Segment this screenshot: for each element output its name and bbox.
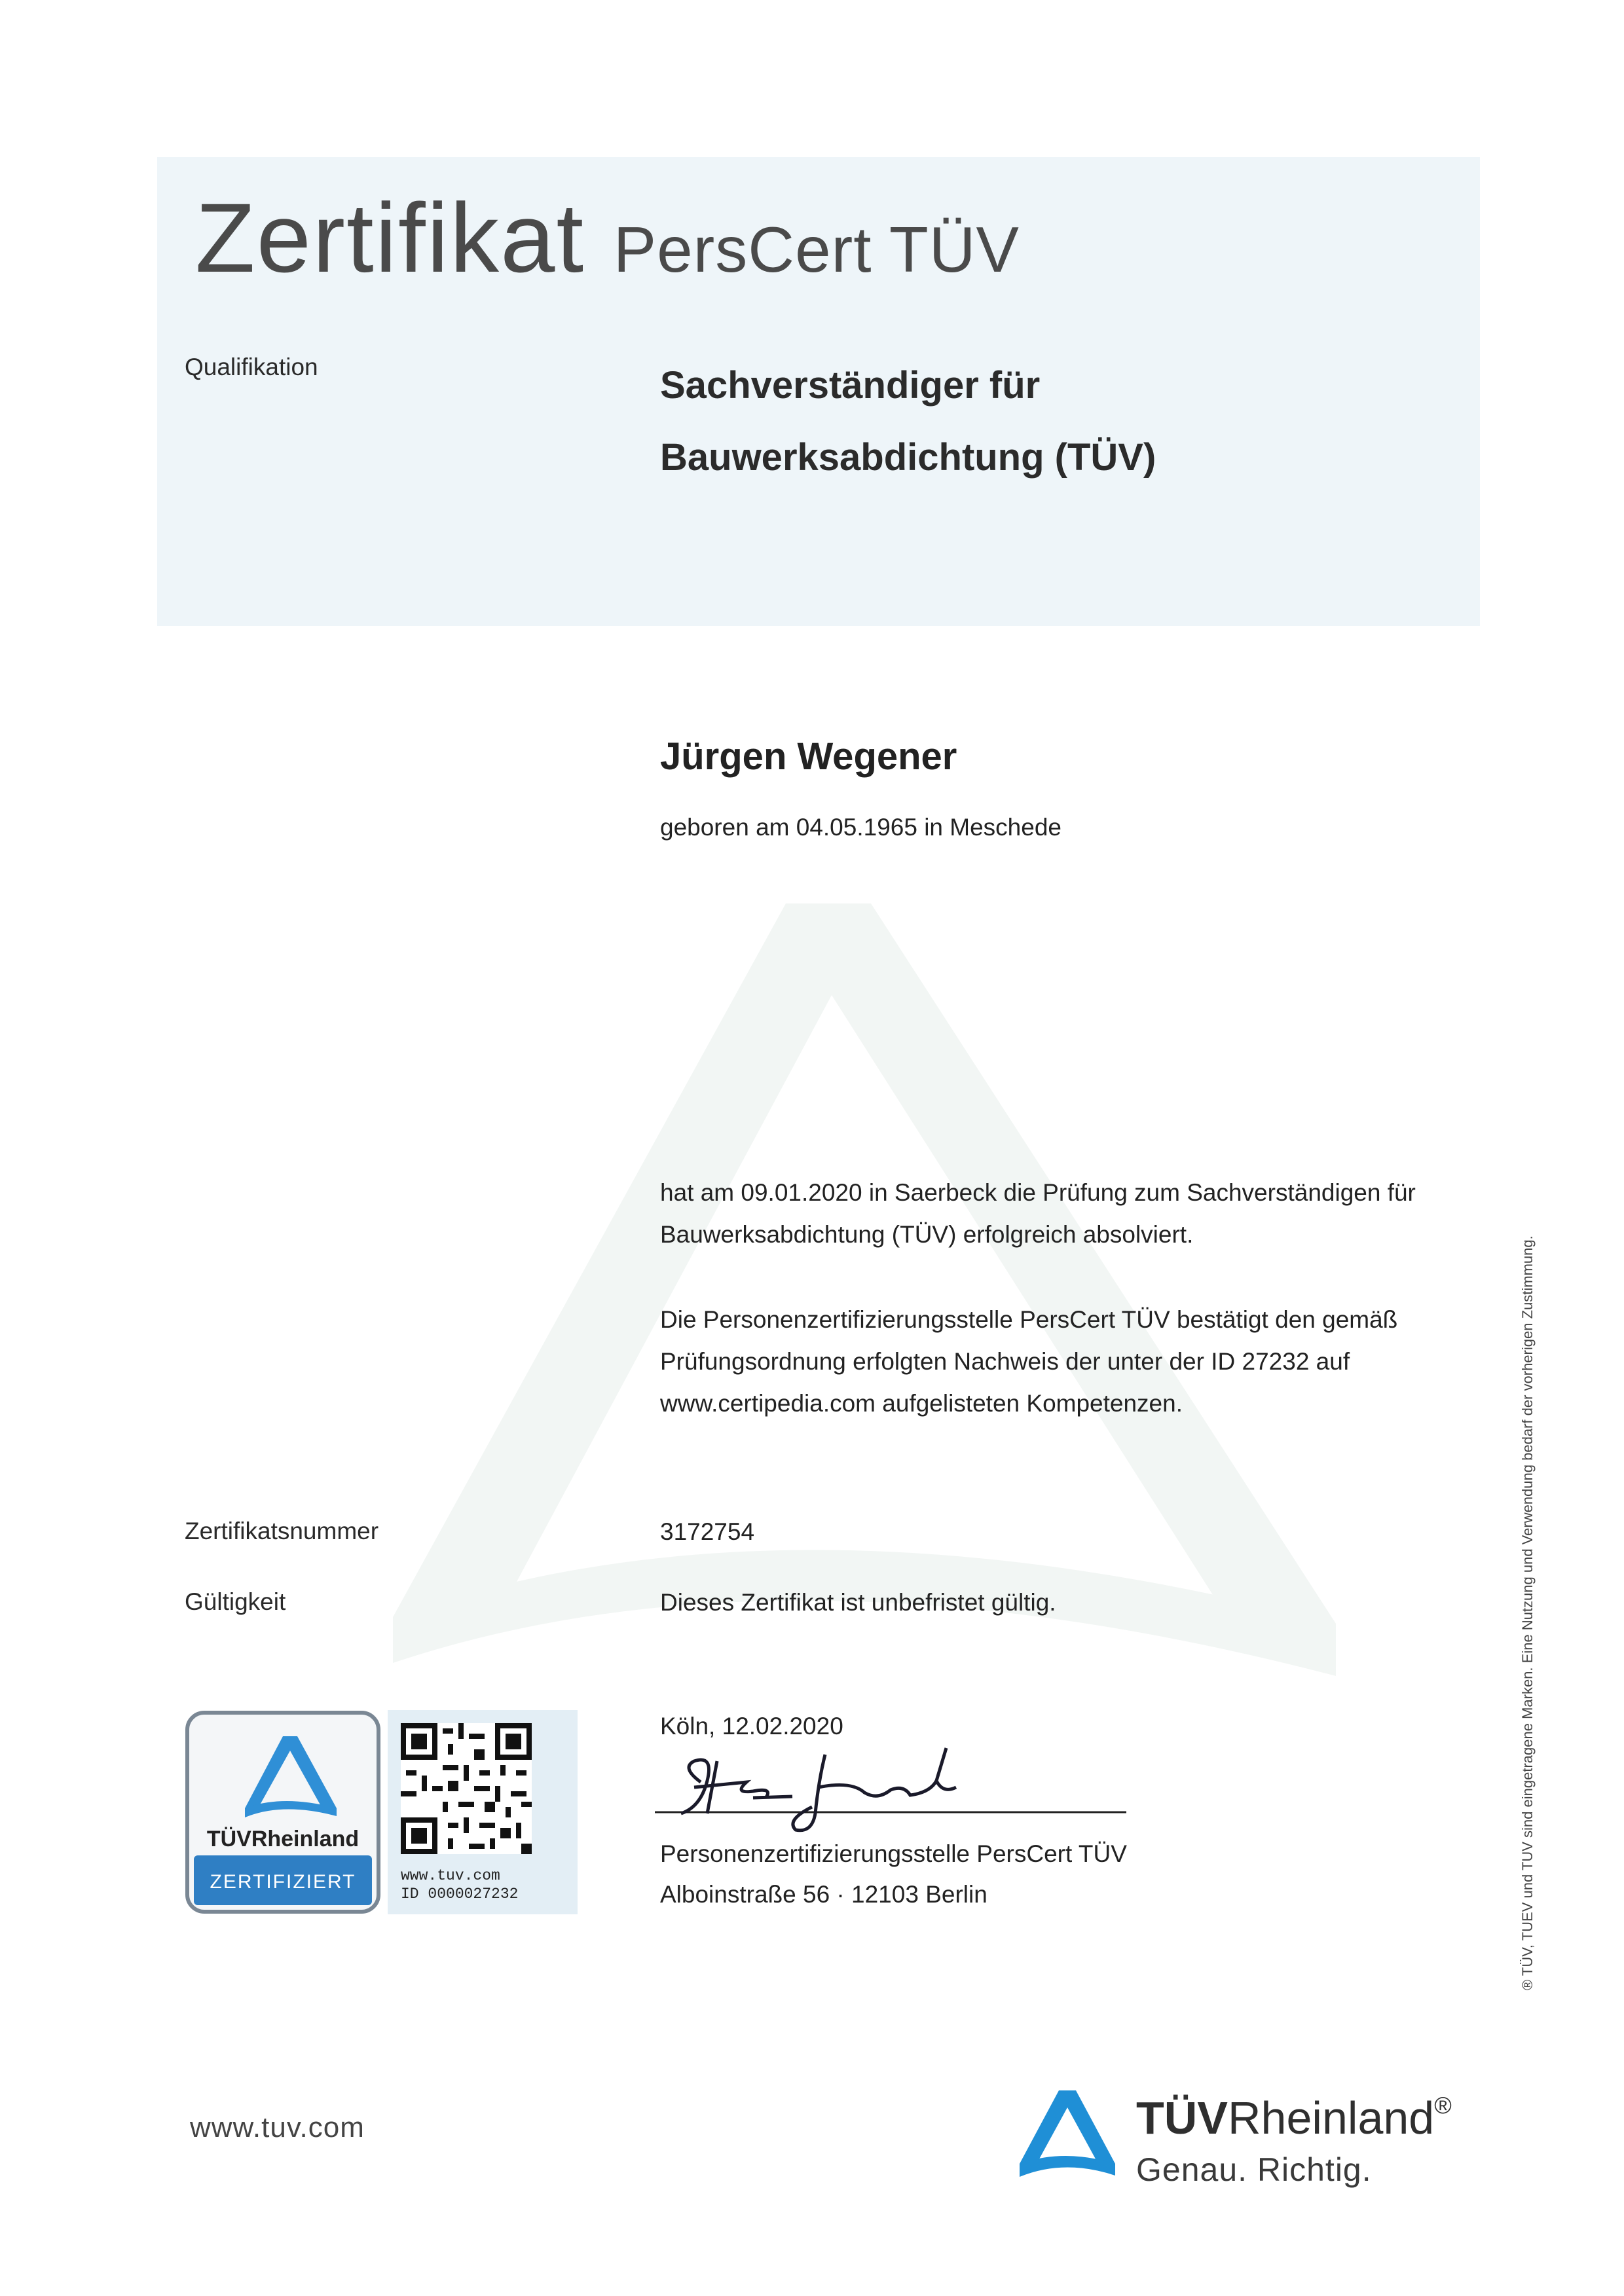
holder-name: Jürgen Wegener [660,735,957,778]
logo-registered: ® [1434,2092,1452,2119]
qr-id: ID 0000027232 [401,1886,519,1903]
cert-number-label: Zertifikatsnummer [185,1518,379,1544]
validity-value: Dieses Zertifikat ist unbefristet gültig. [660,1589,1056,1616]
exam-line-1: hat am 09.01.2020 in Saerbeck die Prüfung zum Sachverständigen für [660,1179,1416,1206]
confirmation-statement [660,1299,1397,1425]
logo-slogan: Genau. Richtig. [1136,2151,1372,2188]
confirm-line-2: Prüfungsordnung erfolgten Nachweis der unter der ID 27232 auf [660,1348,1350,1375]
confirm-line-3: www.certipedia.com aufgelisteten Kompetenzen. [660,1390,1183,1417]
qr-url: www.tuv.com [401,1867,500,1884]
validity-label: Gültigkeit [185,1588,286,1615]
handwritten-signature [655,1741,1153,1840]
footer-logo [1018,2072,1477,2196]
place-date: Köln, 12.02.2020 [660,1713,843,1740]
issuer-address: Alboinstraße 56 · 12103 Berlin [660,1881,987,1908]
side-legal-notice: ® TÜV, TUEV und TUV sind eingetragene Marken. Eine Nutzung und Verwendung bedarf der vorherigen Zustimmung. [1519,1235,1536,1990]
exam-statement [660,1172,1416,1256]
footer-url: www.tuv.com [190,2111,365,2143]
qualification-line-2: Bauwerksabdichtung (TÜV) [660,436,1156,479]
qualification-line-1: Sachverständiger für [660,364,1041,407]
confirm-line-1: Die Personenzertifizierungsstelle PersCert TÜV bestätigt den gemäß [660,1306,1398,1333]
logo-brand-bold: TÜV [1136,2092,1228,2143]
exam-line-2: Bauwerksabdichtung (TÜV) erfolgreich absolviert. [660,1221,1194,1248]
tuv-certified-seal [185,1710,381,1914]
seal-brand: TÜVRheinland [206,1827,360,1851]
qualification-label: Qualifikation [185,354,318,380]
title-main: Zertifikat [195,183,585,293]
title-sub: PersCert TÜV [613,213,1020,285]
qr-code-icon [401,1723,532,1854]
tuv-triangle-icon [1018,2085,1116,2183]
holder-birth: geboren am 04.05.1965 in Meschede [660,814,1061,841]
seal-status: ZERTIFIZIERT [210,1871,356,1893]
qualification-title [660,350,1156,494]
issuer-name: Personenzertifizierungsstelle PersCert TÜV [660,1840,1127,1867]
logo-brand [1136,2092,1452,2144]
logo-brand-light: Rheinland [1228,2092,1435,2143]
certificate-title [195,183,1020,299]
qr-block [388,1710,578,1914]
cert-number-value: 3172754 [660,1518,755,1545]
